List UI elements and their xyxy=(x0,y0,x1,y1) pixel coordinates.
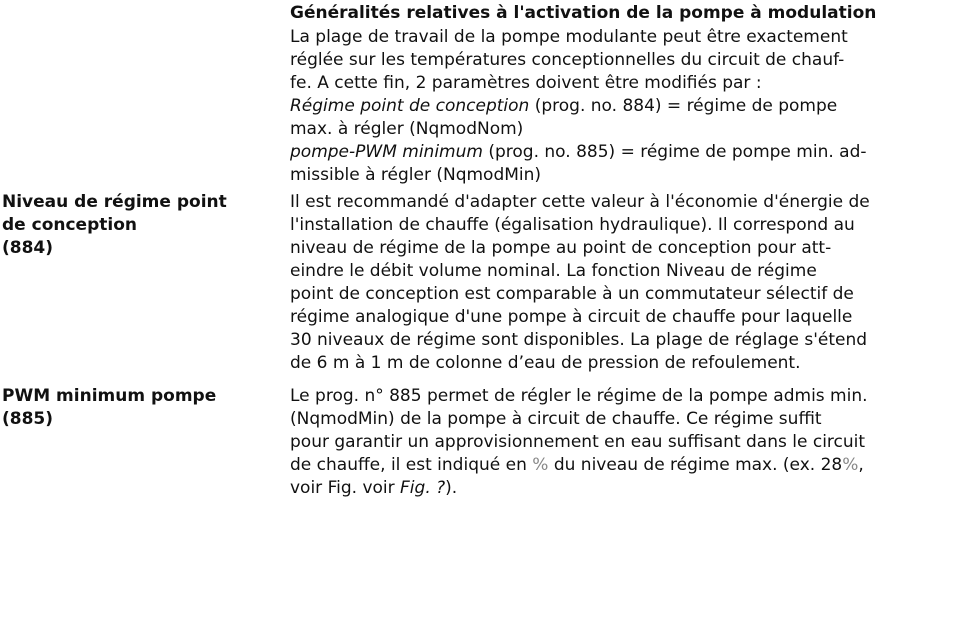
text-line: réglée sur les températures conceptionnelles du circuit de chauf- xyxy=(290,50,845,70)
main-text-column xyxy=(290,2,960,187)
label-line: PWM minimum pompe xyxy=(2,386,217,406)
text-line: eindre le débit volume nominal. La fonction Niveau de régime xyxy=(290,261,817,281)
label-line: (885) xyxy=(2,409,54,429)
text-span: (prog. no. 884) = régime de pompe xyxy=(529,96,838,116)
text-line: fe. A cette fin, 2 paramètres doivent être modifiés par : xyxy=(290,73,762,93)
text-line xyxy=(290,141,960,164)
param-name-885: pompe-PWM minimum xyxy=(290,142,483,162)
text-line: Le prog. n° 885 permet de régler le régime de la pompe admis min. xyxy=(290,386,868,406)
figure-reference[interactable]: Fig. ? xyxy=(400,478,446,498)
text-span: de chauffe, il est indiqué en xyxy=(290,455,533,475)
text-line xyxy=(290,95,960,118)
description-884 xyxy=(290,191,960,375)
label-line: Niveau de régime point xyxy=(2,192,227,212)
text-line xyxy=(290,454,960,477)
text-span: , xyxy=(858,455,864,475)
text-line: niveau de régime de la pompe au point de conception pour att- xyxy=(290,238,832,258)
section-heading: Généralités relatives à l'activation de la pompe à modulation xyxy=(290,3,877,23)
text-line: régime analogique d'une pompe à circuit de chauffe pour laquelle xyxy=(290,307,853,327)
description-885 xyxy=(290,385,960,500)
percent-sign: % xyxy=(532,455,549,475)
text-line: 30 niveaux de régime sont disponibles. La plage de réglage s'étend xyxy=(290,330,868,350)
text-line: de 6 m à 1 m de colonne d’eau de pression de refoulement. xyxy=(290,353,801,373)
text-span: voir Fig. voir xyxy=(290,478,401,498)
label-885 xyxy=(2,385,282,431)
text-line: point de conception est comparable à un commutateur sélectif de xyxy=(290,284,854,304)
text-line: La plage de travail de la pompe modulante peut être exactement xyxy=(290,27,848,47)
label-line: (884) xyxy=(2,238,54,258)
text-line: Il est recommandé d'adapter cette valeur à l'économie d'énergie de xyxy=(290,192,870,212)
text-line xyxy=(290,477,960,500)
text-line: pour garantir un approvisionnement en eau suffisant dans le circuit xyxy=(290,432,866,452)
param-name-884: Régime point de conception xyxy=(290,96,530,116)
intro-paragraph xyxy=(290,26,960,187)
text-span: (prog. no. 885) = régime de pompe min. ad- xyxy=(482,142,867,162)
text-line: missible à régler (NqmodMin) xyxy=(290,165,542,185)
label-line: de conception xyxy=(2,215,137,235)
text-line: (NqmodMin) de la pompe à circuit de chauffe. Ce régime suffit xyxy=(290,409,822,429)
text-span: ). xyxy=(445,478,458,498)
text-span: du niveau de régime max. (ex. 28 xyxy=(548,455,843,475)
text-line: max. à régler (NqmodNom) xyxy=(290,119,524,139)
percent-sign: % xyxy=(842,455,859,475)
text-line: l'installation de chauffe (égalisation hydraulique). Il correspond au xyxy=(290,215,855,235)
label-884 xyxy=(2,191,282,260)
